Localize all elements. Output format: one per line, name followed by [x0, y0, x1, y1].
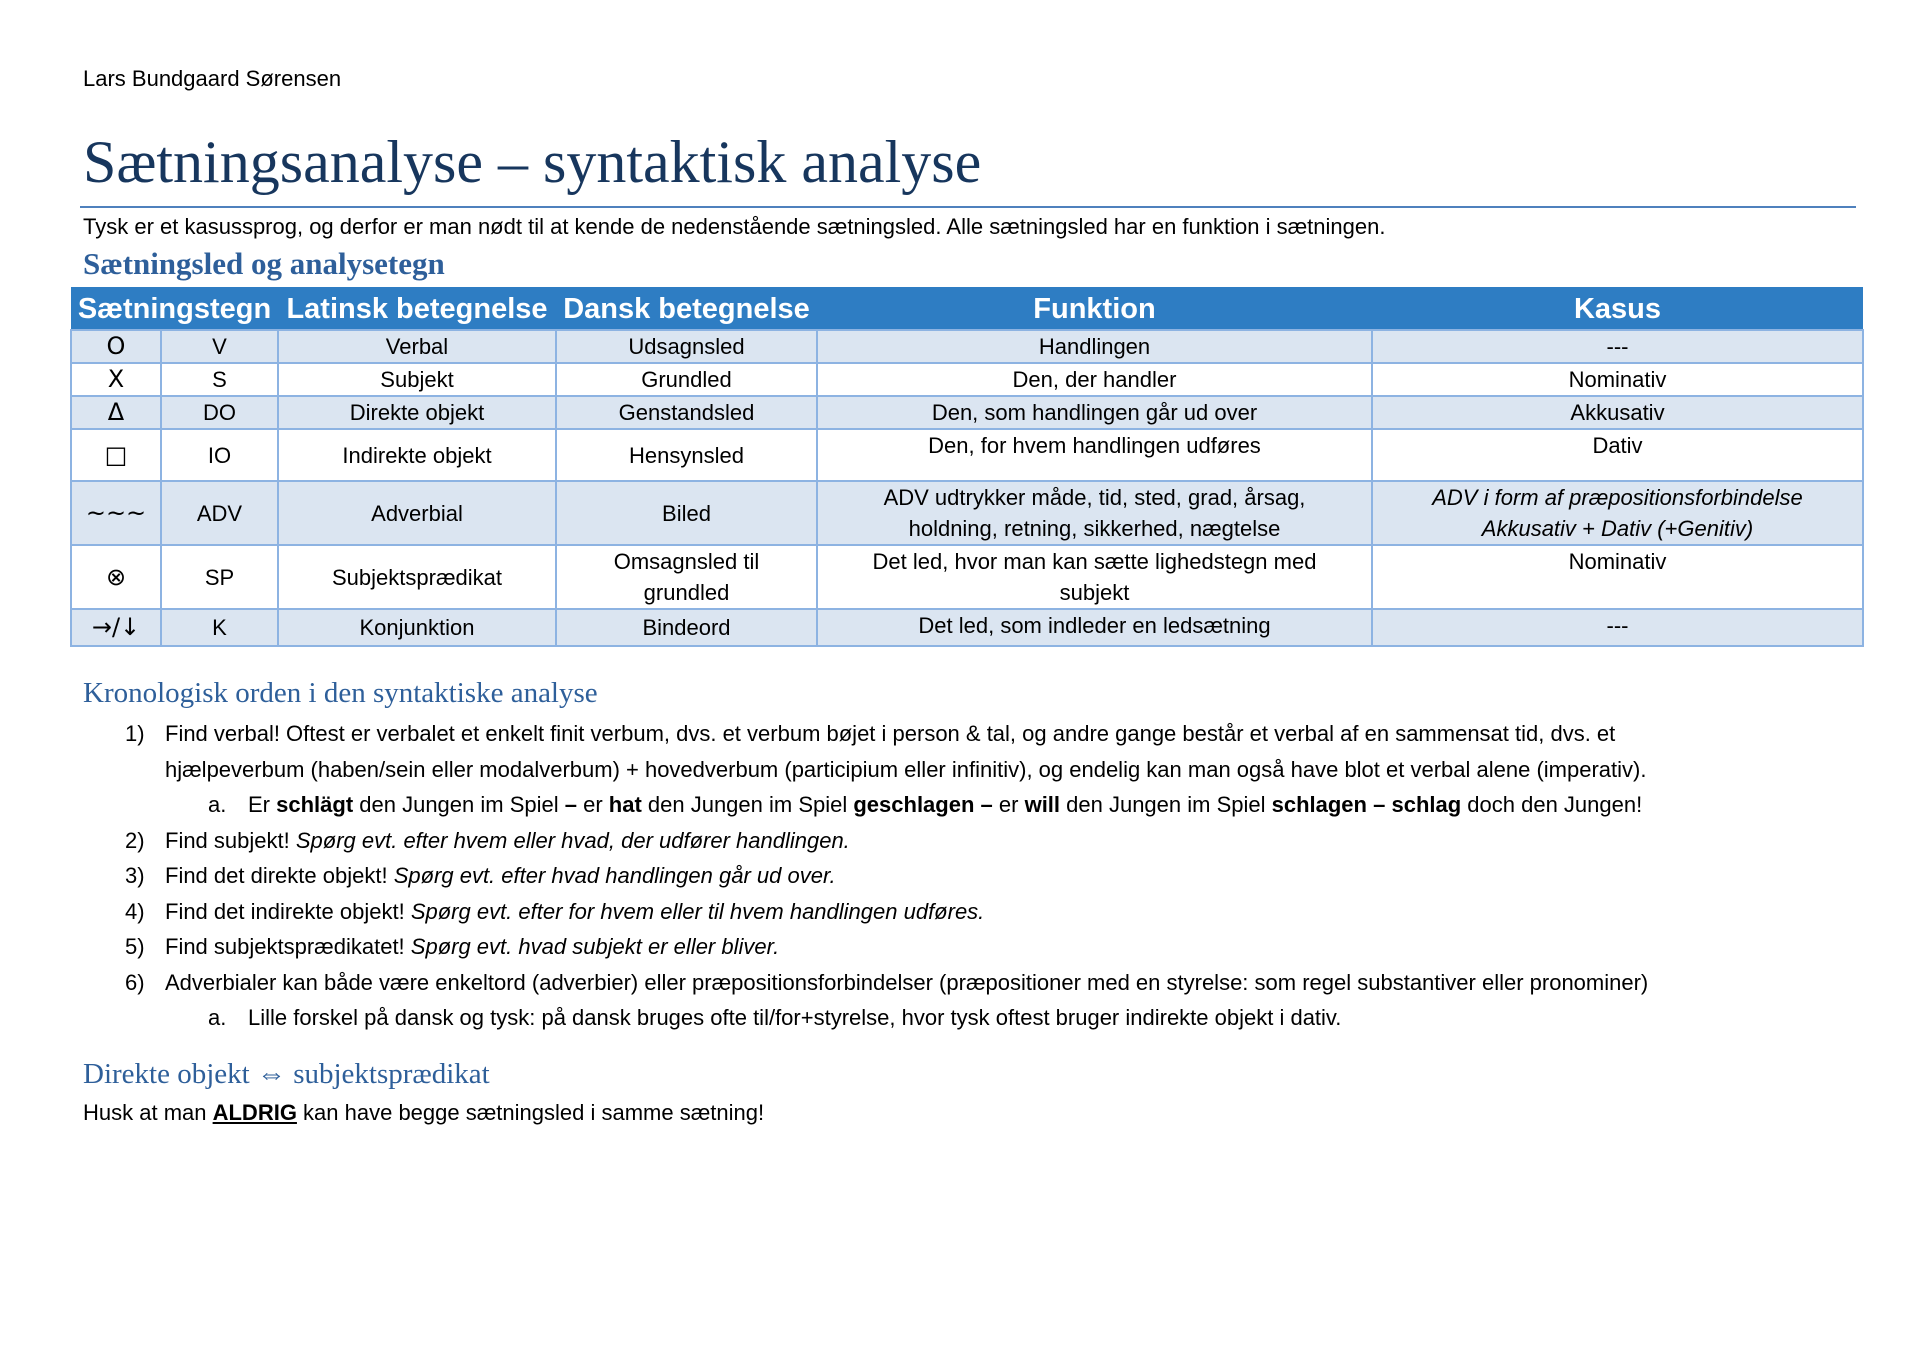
cell-function	[817, 481, 1372, 545]
list-text: Lille forskel på dansk og tysk: på dansk bruges ofte til/for+styrelse, hvor tysk oftest bruger indirekte objekt i dativ.	[248, 1005, 1342, 1030]
cell-abbr: K	[161, 609, 278, 646]
cell-case: Akkusativ	[1372, 396, 1863, 429]
cell-function	[817, 545, 1372, 609]
table-row	[71, 429, 1863, 481]
cell-abbr: S	[161, 363, 278, 396]
cell-abbr: DO	[161, 396, 278, 429]
list-number: 3)	[125, 863, 145, 888]
list-text: Adverbialer kan både være enkeltord (adverbier) eller præpositionsforbindelser (præpositioner med en styrelse: som regel substantiver eller pronominer)	[165, 969, 1649, 995]
header-sign: Sætningstegn	[71, 288, 278, 330]
list-text: Find subjekt!	[165, 827, 296, 853]
list-letter: a.	[208, 1005, 227, 1030]
page-title: Sætningsanalyse – syntaktisk analyse	[83, 129, 982, 195]
section-contrast-heading: Direkte objekt ⇔ subjektsprædikat	[83, 1058, 490, 1090]
cell-case: ---	[1372, 330, 1863, 363]
cell-function: Den, for hvem handlingen udføres	[817, 429, 1372, 481]
list-item	[83, 858, 1863, 894]
table-row	[71, 481, 1863, 545]
example-sentence: Er schlägt den Jungen im Spiel – er hat den Jungen im Spiel geschlagen – er will den Jungen im Spiel schlagen – schlag doch den Jungen!	[248, 792, 1643, 817]
table-header-row	[71, 288, 1863, 330]
header-function: Funktion	[817, 288, 1372, 330]
cell-case: Nominativ	[1372, 545, 1863, 609]
table-row	[71, 363, 1863, 396]
cell-case: Nominativ	[1372, 363, 1863, 396]
list-number: 4)	[125, 898, 145, 924]
function-line: Det led, hvor man kan sætte lighedstegn med	[872, 549, 1317, 574]
list-subitem	[83, 787, 1863, 823]
cell-function: Den, som handlingen går ud over	[817, 396, 1372, 429]
cell-case: ---	[1372, 609, 1863, 646]
cell-latin: Subjekt	[278, 363, 556, 396]
author-name: Lars Bundgaard Sørensen	[83, 66, 342, 91]
analysis-steps-list	[83, 716, 1863, 1036]
list-number: 6)	[125, 969, 145, 995]
cell-latin: Konjunktion	[278, 609, 556, 646]
list-text: hjælpeverbum (haben/sein eller modalverbum) + hovedverbum (participium eller infinitiv), og endelig kan man også have blot et verbal alene (imperativ).	[165, 756, 1647, 782]
header-case: Kasus	[1372, 288, 1863, 330]
case-line-italic: Akkusativ + Dativ (+Genitiv)	[1481, 516, 1754, 541]
danish-line: grundled	[643, 580, 730, 605]
list-letter: a.	[208, 792, 227, 817]
function-line: holdning, retning, sikkerhed, nægtelse	[908, 516, 1281, 541]
cell-danish: Udsagnsled	[556, 330, 817, 363]
header-danish: Dansk betegnelse	[556, 288, 817, 330]
symbol-circle: O	[71, 330, 161, 363]
list-item	[83, 965, 1863, 1001]
table-row	[71, 396, 1863, 429]
list-hint: Spørg evt. efter hvad handlingen går ud over.	[393, 863, 836, 888]
list-text: Find det direkte objekt!	[165, 863, 394, 888]
cell-latin: Indirekte objekt	[278, 429, 556, 481]
symbol-arrows: →/↓	[71, 609, 161, 646]
cell-danish: Bindeord	[556, 609, 817, 646]
list-text: Find det indirekte objekt!	[165, 898, 411, 924]
symbol-wave: ~~~	[71, 481, 161, 545]
cell-function: Handlingen	[817, 330, 1372, 363]
cell-danish: Grundled	[556, 363, 817, 396]
cell-abbr: V	[161, 330, 278, 363]
list-text: Find subjektsprædikatet!	[165, 934, 411, 959]
cell-latin: Direkte objekt	[278, 396, 556, 429]
function-line: subjekt	[1059, 580, 1130, 605]
list-subitem	[83, 1000, 1863, 1036]
list-number: 2)	[125, 827, 145, 853]
function-line: ADV udtrykker måde, tid, sted, grad, årsag,	[883, 485, 1306, 510]
cell-case	[1372, 481, 1863, 545]
symbol-square: □	[71, 429, 161, 481]
list-number: 1)	[125, 721, 145, 746]
sentence-parts-table	[70, 287, 1864, 647]
list-text: Find verbal! Oftest er verbalet et enkelt finit verbum, dvs. et verbum bøjet i person & tal, og andre gange består et verbal af en sammensat tid, dvs. et	[165, 721, 1616, 746]
title-underline	[80, 206, 1856, 208]
case-line	[1379, 513, 1856, 544]
header-latin: Latinsk betegnelse	[278, 288, 556, 330]
symbol-circled-x: ⊗	[71, 545, 161, 609]
cell-danish: Hensynsled	[556, 429, 817, 481]
reminder-note: Husk at man ALDRIG kan have begge sætningsled i samme sætning!	[83, 1100, 765, 1125]
list-item	[83, 929, 1863, 965]
case-line	[1379, 482, 1856, 513]
cell-danish	[556, 545, 817, 609]
table-row	[71, 609, 1863, 646]
symbol-triangle: Δ	[71, 396, 161, 429]
cell-function: Den, der handler	[817, 363, 1372, 396]
list-item	[83, 823, 1863, 859]
list-hint: Spørg evt. hvad subjekt er eller bliver.	[410, 934, 780, 959]
cell-abbr: SP	[161, 545, 278, 609]
list-item	[83, 716, 1863, 787]
cell-abbr: IO	[161, 429, 278, 481]
case-line-italic: ADV i form af præpositionsforbindelse	[1432, 485, 1803, 510]
section-order-heading: Kronologisk orden i den syntaktiske analyse	[83, 677, 598, 709]
list-hint: Spørg evt. efter for hvem eller til hvem handlingen udføres.	[410, 898, 985, 924]
danish-line: Omsagnsled til	[613, 549, 760, 574]
cell-latin: Adverbial	[278, 481, 556, 545]
list-number: 5)	[125, 934, 145, 959]
emphasis-aldrig: ALDRIG	[212, 1100, 297, 1125]
table-row	[71, 330, 1863, 363]
table-row	[71, 545, 1863, 609]
cell-latin: Subjektsprædikat	[278, 545, 556, 609]
cell-danish: Biled	[556, 481, 817, 545]
list-item	[83, 894, 1863, 930]
cell-abbr: ADV	[161, 481, 278, 545]
table-heading: Sætningsled og analysetegn	[83, 246, 445, 281]
intro-paragraph: Tysk er et kasussprog, og derfor er man nødt til at kende de nedenstående sætningsled. Alle sætningsled har en funktion i sætningen.	[83, 214, 1386, 239]
cell-danish: Genstandsled	[556, 396, 817, 429]
symbol-x: X	[71, 363, 161, 396]
list-hint: Spørg evt. efter hvem eller hvad, der udfører handlingen.	[295, 827, 850, 853]
cell-case: Dativ	[1372, 429, 1863, 481]
cell-latin: Verbal	[278, 330, 556, 363]
cell-function: Det led, som indleder en ledsætning	[817, 609, 1372, 646]
